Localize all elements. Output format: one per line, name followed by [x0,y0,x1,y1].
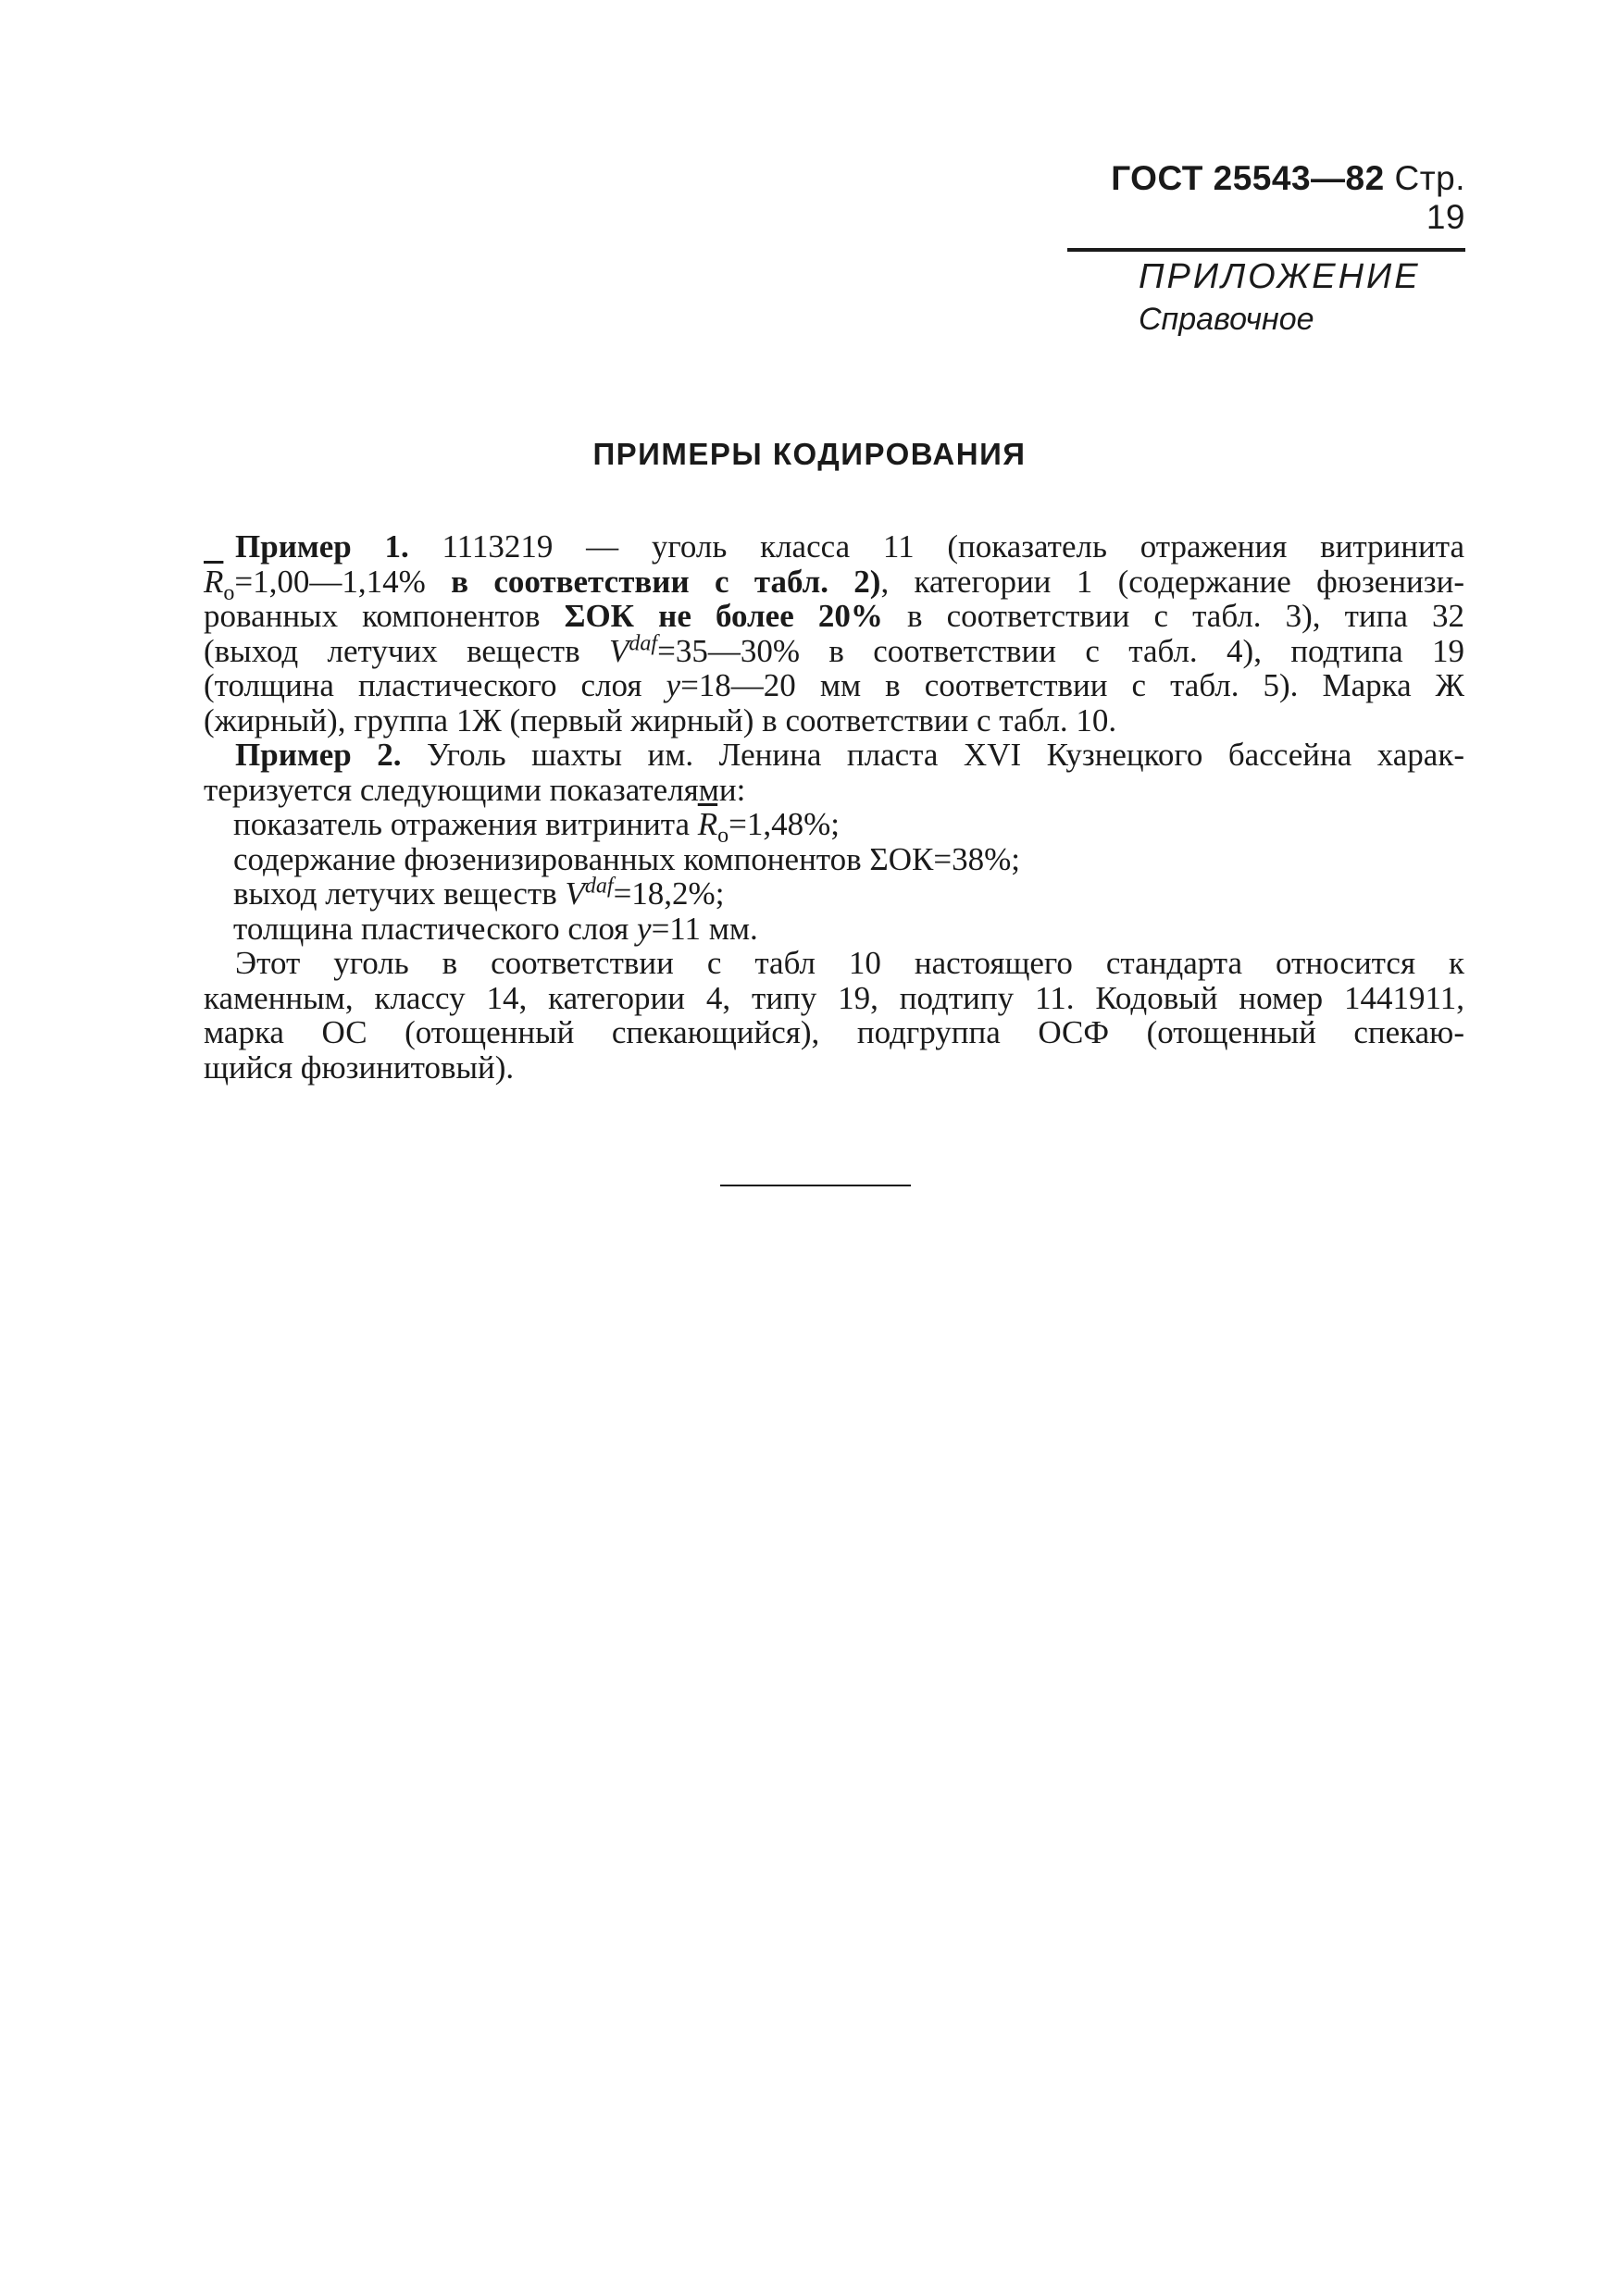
end-rule [720,1185,911,1186]
example1-label: Пример 1. [235,528,409,565]
appendix-subtitle: Справочное [1139,302,1314,337]
page-number: Стр. 19 [1394,159,1465,236]
example1-line-1: Пример 1. 1113219 — уголь класса 11 (показатель отражения витринита [235,528,1464,565]
appendix-title: ПРИЛОЖЕНИЕ [1139,257,1421,296]
example2-label: Пример 2. [235,737,402,773]
example2-item-plastic-layer: толщина пластического слоя y=11 мм. [233,910,758,947]
example2-item-fusinite: содержание фюзенизированных компонентов ΣОК=38%; [233,840,1021,877]
example1-line-6: (жирный), группа 1Ж (первый жирный) в соответствии с табл. 10. [204,701,1117,738]
example1-line-5: (толщина пластического слоя y=18—20 мм в соответствии с табл. 5). Марка Ж [204,667,1464,703]
document-body [204,529,1464,1085]
example1-line-4: (выход летучих веществ $V^{daf}=35—30\%$ в соответствии с табл. 4), подтипа 19 [204,630,1465,669]
example2-item-reflectance: показатель отражения витринита $\overline{R}_o=1,48\%$; [233,806,841,848]
example1-line-3: рованных компонентов ΣОК не более 20% в соответствии с табл. 3), типа 32 [204,598,1464,634]
example2-conclusion-line-2: каменным, классу 14, категории 4, типу 19, подтипу 11. Кодовый номер 1441911, [204,979,1464,1016]
example2-line-1: Пример 2. Уголь шахты им. Ленина пласта XVI Кузнецкого бассейна харак- [235,737,1464,773]
example2-item-volatile: выход летучих веществ $V^{daf}=18,2\%$; [233,874,725,912]
example2-line-2: теризуется следующими показателями: [204,771,746,808]
page-header [1067,159,1465,252]
example1-line-2: $\overline{R}_o=1,00—1,14\%$ в соответствии с табл. 2), категории 1 (содержание фюзенизи- [204,563,1464,605]
standard-number: ГОСТ 25543—82 [1111,159,1385,197]
example2-conclusion-line-3: марка ОС (отощенный спекающийся), подгруппа ОСФ (отощенный спекаю- [204,1014,1464,1050]
example2-conclusion-line-4: щийся фюзинитовый). [204,1049,515,1086]
section-title: ПРИМЕРЫ КОДИРОВАНИЯ [592,437,1027,471]
example2-conclusion-line-1: Этот уголь в соответствии с табл 10 настоящего стандарта относится к [235,945,1464,981]
